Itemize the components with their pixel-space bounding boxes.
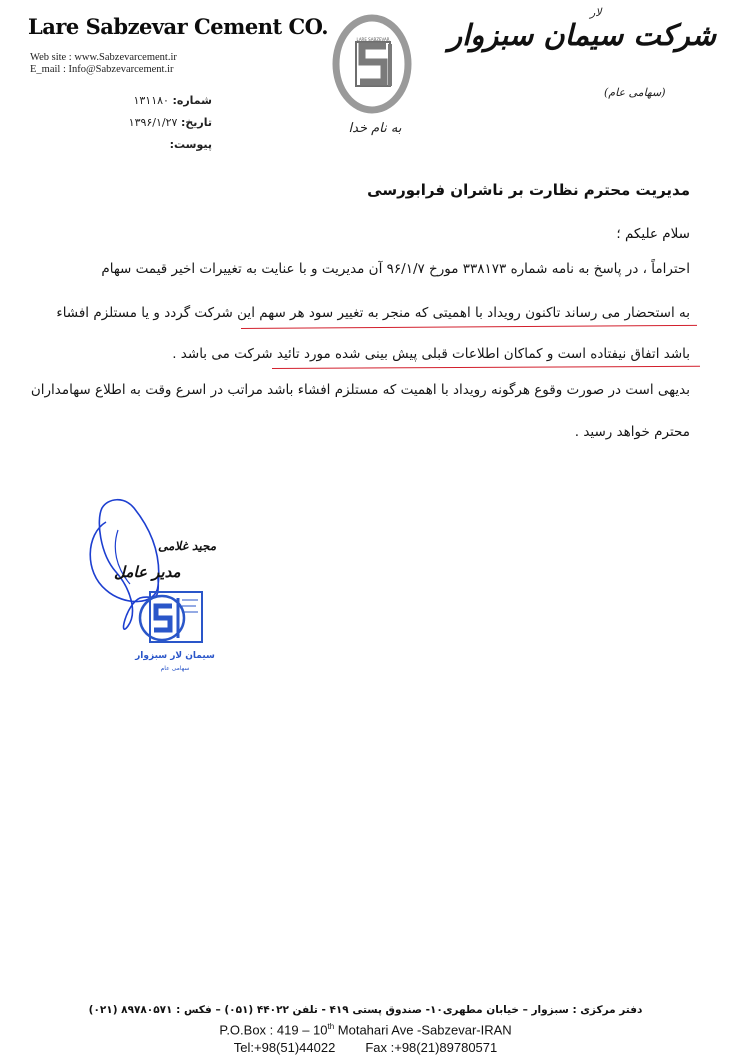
svg-text:سهامی عام: سهامی عام [160, 665, 190, 672]
number-row [92, 90, 212, 112]
letter-meta [92, 90, 212, 156]
recipient-heading: مدیریت محترم نظارت بر ناشران فرابورسی [367, 181, 690, 199]
website-line: Web site : www.Sabzevarcement.ir [30, 52, 177, 63]
greeting: سلام علیکم ؛ [616, 226, 690, 242]
email-line: E_mail : Info@Sabzevarcement.ir [30, 64, 174, 75]
signatory-name: مجید غلامی [158, 539, 217, 553]
company-fa-lar: لار [590, 6, 602, 19]
company-fa-name: شرکت سیمان سبزوار [448, 18, 716, 52]
attachment-row [92, 134, 212, 156]
body-line-5: محترم خواهد رسید . [574, 424, 690, 440]
number-value: ۱۳۱۱۸۰ [133, 94, 169, 107]
company-name-persian [448, 2, 720, 112]
footer-fax: Fax :+98(21)89780571 [365, 1040, 498, 1055]
footer-pobox [0, 1022, 731, 1037]
signatory-title: مدیر عامل [114, 563, 181, 581]
highlight-underline-1 [241, 325, 697, 329]
company-stamp [134, 586, 216, 678]
body-line-3: باشد اتفاق نیفتاده است و کماکان اطلاعات قبلی پیش بینی شده مورد تائید شرکت می باشد . [172, 346, 690, 362]
pobox-superscript: th [327, 1022, 335, 1031]
company-name-english: Lare Sabzevar Cement CO. [28, 14, 329, 39]
footer-phone-line [0, 1040, 731, 1055]
date-row [92, 112, 212, 134]
svg-text:سیمان لار سبزوار: سیمان لار سبزوار [135, 651, 215, 661]
number-label: شماره: [172, 94, 212, 107]
company-logo [332, 14, 412, 118]
company-logo-icon [332, 14, 412, 118]
body-line-1: احتراماً ، در پاسخ به نامه شماره ۳۳۸۱۷۳ مورخ ۹۶/۱/۷ آن مدیریت و با عنایت به تغییرات اخیر قیمت سهام [101, 261, 690, 277]
date-label: تاریخ: [180, 116, 212, 129]
footer-address-persian: دفتر مرکزی : سبزوار – خیابان مطهری۱۰- صندوق پستی ۴۱۹ - تلفن ۴۴۰۲۲ (۰۵۱) – فکس : ۸۹۷۸۰۵۷۱ (۰۲۱) [88, 1004, 643, 1016]
body-line-4: بدیهی است در صورت وقوع هرگونه رویداد با اهمیت که مستلزم افشاء باشد مراتب در اسرع وقت به اطلاع سهامداران [30, 382, 690, 398]
contact-block [30, 52, 177, 76]
body-line-2: به استحضار می رساند تاکنون رویداد با اهمیتی که منجر به تغییر سود هر سهم این شرکت گردد و یا مستلزم افشاء [56, 305, 690, 321]
pobox-part-b: Motahari Ave -Sabzevar-IRAN [334, 1022, 512, 1038]
company-fa-type: (سهامی عام) [604, 86, 666, 99]
svg-text:LARE SABZEVAR: LARE SABZEVAR [356, 37, 390, 42]
date-value: ۱۳۹۶/۱/۲۷ [128, 116, 178, 129]
pobox-part-a: P.O.Box : 419 – 10 [219, 1022, 328, 1038]
attachment-label: پیوست: [169, 138, 212, 151]
bismillah-text: به نام خدا [348, 121, 402, 136]
highlight-underline-2 [272, 366, 700, 369]
stamp-icon [134, 586, 216, 678]
footer-tel: Tel:+98(51)44022 [233, 1040, 336, 1055]
